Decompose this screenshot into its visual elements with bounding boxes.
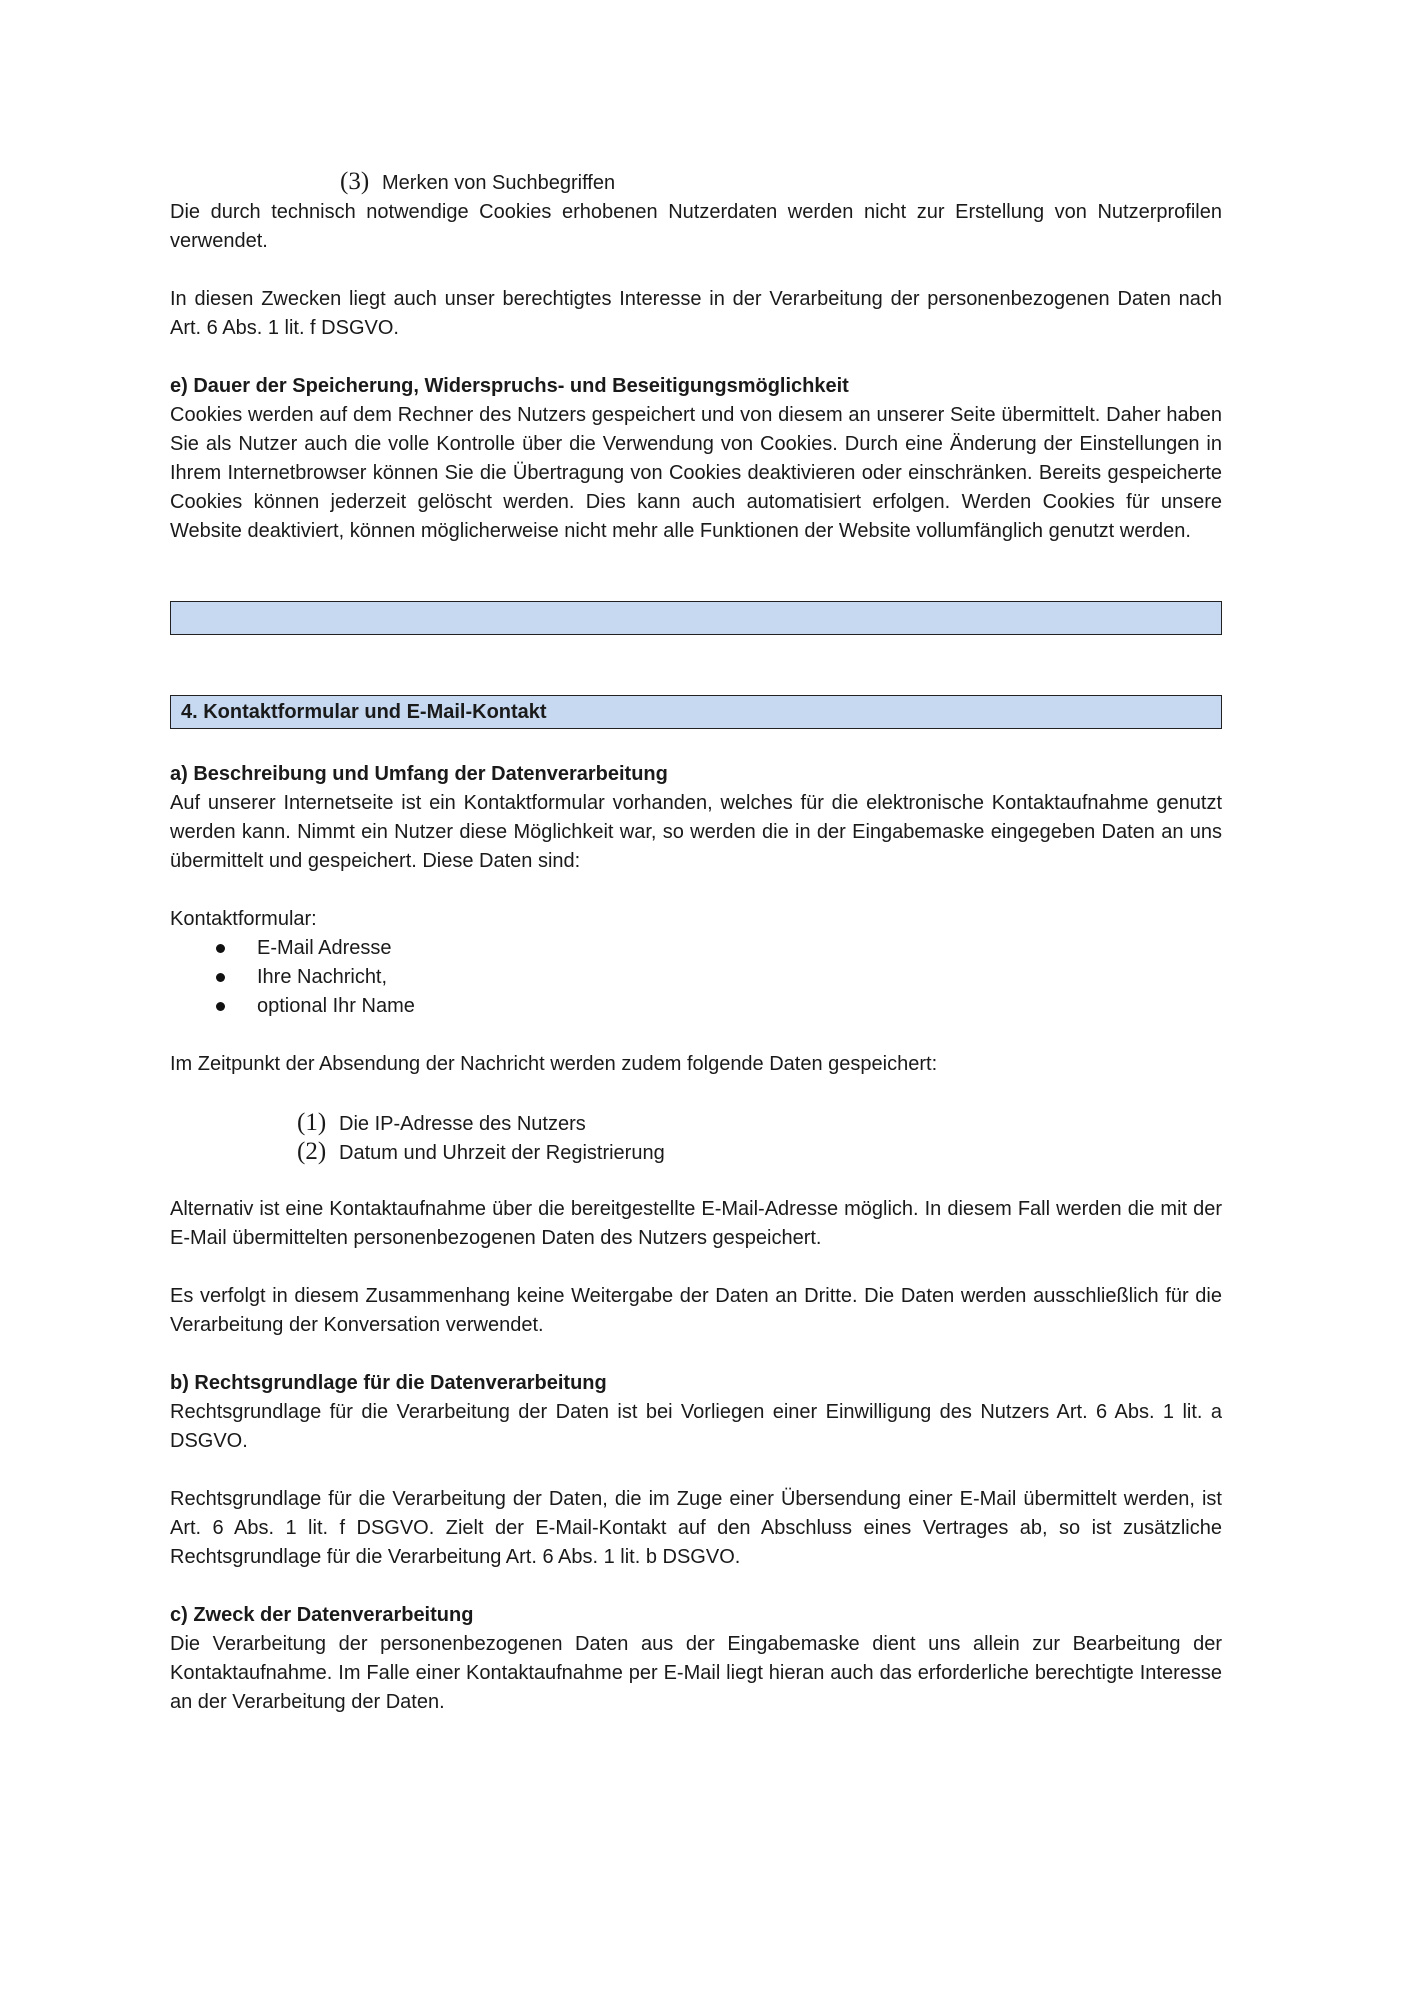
list-item-text: Datum und Uhrzeit der Registrierung	[339, 1142, 665, 1164]
list-number: (3)	[340, 168, 370, 195]
list-item: Ihre Nachricht,	[213, 963, 415, 992]
paragraph-interest: In diesen Zwecken liegt auch unser berechtigtes Interesse in der Verarbeitung der personenbezogenen Daten nach Art. 6 Abs. 1 lit. f DSGVO.	[170, 288, 1222, 339]
list-number: (2)	[297, 1138, 327, 1165]
list-item-text: Merken von Suchbegriffen	[382, 172, 616, 194]
bullet-icon	[216, 1002, 225, 1011]
empty-section-bar	[170, 601, 1222, 635]
list-item: optional Ihr Name	[213, 992, 415, 1021]
paragraph-cookies-profiles: Die durch technisch notwendige Cookies erhobenen Nutzerdaten werden nicht zur Erstellung von Nutzerprofilen verwendet.	[170, 201, 1222, 252]
bullet-icon	[216, 944, 225, 953]
paragraph-legal-basis-1: Rechtsgrundlage für die Verarbeitung der Daten ist bei Vorliegen einer Einwilligung des Nutzers Art. 6 Abs. 1 lit. a DSGVO.	[170, 1401, 1222, 1452]
bullet-icon	[216, 973, 225, 982]
list-item-3	[340, 167, 615, 198]
form-label: Kontaktformular:	[170, 908, 317, 930]
heading-e: e) Dauer der Speicherung, Widerspruchs- und Beseitigungsmöglichkeit	[170, 375, 849, 397]
form-fields-list	[213, 934, 415, 1021]
list-item: E-Mail Adresse	[213, 934, 415, 963]
section-4-bar	[170, 695, 1222, 729]
paragraph-description: Auf unserer Internetseite ist ein Kontaktformular vorhanden, welches für die elektronische Kontaktaufnahme genutzt werden kann. Nimmt ein Nutzer diese Möglichkeit war, so werden die in der Eingabemaske eingegeben Daten an uns übermittelt und gespeichert. Diese Daten sind:	[170, 792, 1222, 872]
section-4-title: 4. Kontaktformular und E-Mail-Kontakt	[181, 701, 547, 723]
paragraph-cookie-duration: Cookies werden auf dem Rechner des Nutzers gespeichert und von diesem an unserer Seite übermittelt. Daher haben Sie als Nutzer auch die volle Kontrolle über die Verwendung von Cookies. Durch eine Änderung der Einstellungen in Ihrem Internetbrowser können Sie die Übertragung von Cookies deaktivieren oder einschränken. Bereits gespeicherte Cookies können jederzeit gelöscht werden. Dies kann auch automatisiert erfolgen. Werden Cookies für unsere Website deaktiviert, können möglicherweise nicht mehr alle Funktionen der Website vollumfänglich genutzt werden.	[170, 404, 1222, 542]
stored-item-2	[297, 1137, 665, 1168]
list-item-text: Die IP-Adresse des Nutzers	[339, 1113, 586, 1135]
heading-b: b) Rechtsgrundlage für die Datenverarbeitung	[170, 1372, 607, 1394]
list-number: (1)	[297, 1109, 327, 1136]
heading-a: a) Beschreibung und Umfang der Datenverarbeitung	[170, 763, 668, 785]
paragraph-legal-basis-2: Rechtsgrundlage für die Verarbeitung der Daten, die im Zuge einer Übersendung einer E-Mail übermittelt werden, ist Art. 6 Abs. 1 lit. f DSGVO. Zielt der E-Mail-Kontakt auf den Abschluss eines Vertrages ab, so ist zusätzliche Rechtsgrundlage für die Verarbeitung Art. 6 Abs. 1 lit. b DSGVO.	[170, 1488, 1222, 1568]
paragraph-purpose: Die Verarbeitung der personenbezogenen Daten aus der Eingabemaske dient uns allein zur Bearbeitung der Kontaktaufnahme. Im Falle einer Kontaktaufnahme per E-Mail liegt hieran auch das erforderliche berechtigte Interesse an der Verarbeitung der Daten.	[170, 1633, 1222, 1713]
heading-c: c) Zweck der Datenverarbeitung	[170, 1604, 474, 1626]
paragraph-send-data: Im Zeitpunkt der Absendung der Nachricht werden zudem folgende Daten gespeichert:	[170, 1053, 938, 1075]
paragraph-email-alternative: Alternativ ist eine Kontaktaufnahme über die bereitgestellte E-Mail-Adresse möglich. In diesem Fall werden die mit der E-Mail übermittelten personenbezogenen Daten des Nutzers gespeichert.	[170, 1198, 1222, 1249]
paragraph-third-parties: Es verfolgt in diesem Zusammenhang keine Weitergabe der Daten an Dritte. Die Daten werden ausschließlich für die Verarbeitung der Konversation verwendet.	[170, 1285, 1222, 1336]
stored-item-1	[297, 1108, 586, 1139]
